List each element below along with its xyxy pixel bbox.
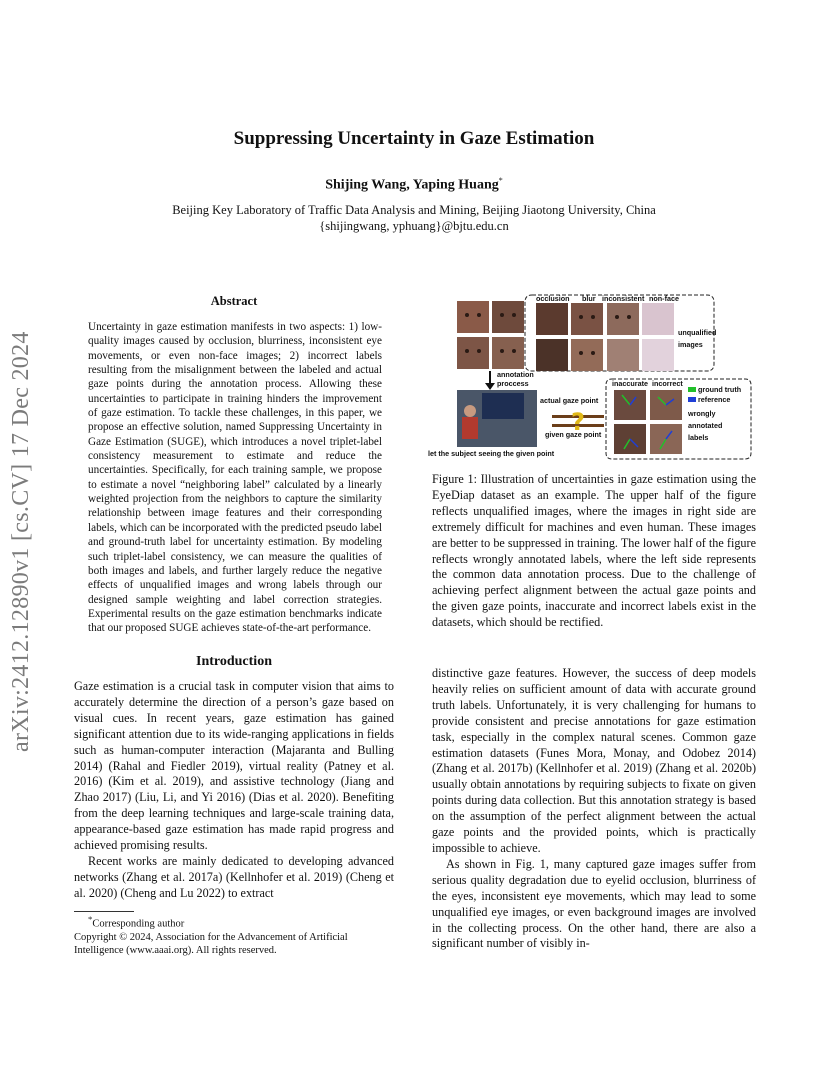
label-let-subject: let the subject seeing the given point bbox=[428, 449, 555, 458]
label-wrongly: wrongly bbox=[688, 409, 716, 418]
face-thumb bbox=[492, 337, 524, 369]
paper-affiliation bbox=[0, 202, 828, 234]
legend-reference-swatch bbox=[688, 397, 696, 402]
label-annotated: annotated bbox=[688, 421, 723, 430]
label-labels: labels bbox=[688, 433, 709, 442]
footnote-mark: * bbox=[88, 914, 93, 924]
label-annotation: annotation bbox=[497, 370, 534, 379]
author-names: Shijing Wang, Yaping Huang bbox=[325, 177, 499, 193]
footnote-rule bbox=[74, 911, 134, 912]
down-arrow-head-icon bbox=[485, 383, 495, 390]
abstract-heading: Abstract bbox=[210, 294, 258, 308]
label-images: images bbox=[678, 340, 703, 349]
face-thumb bbox=[571, 303, 603, 335]
label-reference: reference bbox=[698, 395, 731, 404]
intro-right-paragraph-1: distinctive gaze features. However, the success of deep models heavily relies on sufficient amount of data with accurate ground truth labels. Unfortunately, it is very challenging for humans to provide consistent and precise annotations for gaze estimation task, especially in the complex natural scenes. Common gaze estimation datasets (Funes Mora, Monay, and Odobez 2014) (Zhang et al. 2017b) (Kellnhofer et al. 2019) (Zhang et al. 2020b) usually obtain annotations by requiring subjects to fixate on given points during data collection. But this annotation strategy is based on the assumption of the perfect alignment between the actual gaze points and the provided points, which is practically impossible to achieve. bbox=[432, 666, 756, 855]
label-non-face: non-face bbox=[649, 294, 679, 303]
email-line: {shijingwang, yphuang}@bjtu.edu.cn bbox=[319, 219, 509, 233]
arxiv-sidebar-id: arXiv:2412.12890v1 [cs.CV] 17 Dec 2024 bbox=[8, 331, 34, 752]
label-process: proccess bbox=[497, 379, 529, 388]
abstract-text: Uncertainty in gaze estimation manifests in two aspects: 1) low-quality images caused by occlusion, blurriness, inconsistent eye movements, or even non-face images; 2) incorrect labels resulting from the misalignment between the labeled and actual gaze points during the annotation process. Allowing these uncertainties to participate in training hinders the improvement of gaze estimation. To tackle these challenges, in this paper, we propose an effective solution, named Suppressing Uncertainty in Gaze Estimation (SUGE), which introduces a novel triplet-label consistency measurement to estimate and reduce the uncertainties. Specifically, for each training sample, we propose to estimate a novel “neighboring label” calculated by a linearly weighted projection from the neighbors to capture the similarity relationship between image features and their corresponding labels, which can be incorporated with the predicted pseudo label and ground-truth label for uncertainty estimation. By modeling such triplet-label consistency, we can measure the qualities of both images and labels, and further largely reduce the negative effects of unqualified images and wrong labels through our designed sample weighting and label correction strategies. Experimental results on the gaze estimation benchmarks indicate that our proposed SUGE achieves state-of-the-art performance. bbox=[88, 321, 382, 635]
label-unqualified: unqualified bbox=[678, 328, 717, 337]
intro-paragraph-2: Recent works are mainly dedicated to developing advanced networks (Zhang et al. 2017a) (Kellnhofer et al. 2019) (Cheng et al. 2020) (Cheng and Lu 2022) to extract bbox=[74, 853, 394, 900]
face-thumb bbox=[642, 303, 674, 335]
copyright-note: Copyright © 2024, Association for the Advancement of Artificial Intelligence (www.aaai.org). All rights reserved. bbox=[74, 931, 348, 956]
face-thumb bbox=[457, 301, 489, 333]
label-given-gaze-point: given gaze point bbox=[545, 430, 602, 439]
paper-title: Suppressing Uncertainty in Gaze Estimation bbox=[233, 128, 595, 149]
intro-right-paragraph-2: As shown in Fig. 1, many captured gaze images suffer from serious quality degradation due to eyelid occlusion, blurriness of the eyes, inconsistent eye movements, which may lead to some unqualified eye images, or even background images are involved in the collecting process. On the other hand, there are also a significant number of visibly in- bbox=[432, 856, 756, 951]
introduction-left-column bbox=[74, 679, 394, 902]
author-mark: * bbox=[498, 176, 503, 185]
footnote bbox=[74, 913, 394, 957]
legend-ground-truth-swatch bbox=[688, 387, 696, 392]
subject-body bbox=[462, 417, 478, 439]
label-inaccurate: inaccurate bbox=[612, 379, 648, 388]
face-thumb bbox=[457, 337, 489, 369]
question-mark-icon: ? bbox=[571, 408, 585, 436]
face-thumb bbox=[571, 339, 603, 371]
label-inconsistent: inconsistent bbox=[602, 294, 645, 303]
face-thumb bbox=[607, 303, 639, 335]
face-thumb bbox=[536, 339, 568, 371]
label-blur: blur bbox=[582, 294, 596, 303]
screen-shape bbox=[482, 393, 524, 419]
figure-1 bbox=[428, 289, 752, 461]
face-thumb bbox=[607, 339, 639, 371]
affiliation-line: Beijing Key Laboratory of Traffic Data Analysis and Mining, Beijing Jiaotong University, China bbox=[172, 203, 656, 217]
face-thumbnails bbox=[457, 301, 674, 371]
face-thumb bbox=[536, 303, 568, 335]
introduction-right-column bbox=[432, 666, 756, 952]
face-thumb bbox=[642, 339, 674, 371]
face-thumb bbox=[492, 301, 524, 333]
intro-paragraph-1: Gaze estimation is a crucial task in computer vision that aims to accurately determine the direction of a person’s gaze based on visual cues. In recent years, gaze estimation has gained significant attention due to its wide-ranging applications in fields such as human-computer interaction (Majaranta and Bulling 2014) (Rahal and Fiedler 2019), virtual reality (Patney et al. 2016) (Kim et al. 2019), and assistive technology (Jiang and Zhao 2017) (Liu, Li, and Yi 2016) (Dias et al. 2020). Benefiting from the deep learning techniques and large-scale training data, appearance-based gaze estimation has made rapid progress and achieved promising results. bbox=[74, 679, 394, 853]
figure-1-caption: Figure 1: Illustration of uncertainties in gaze estimation using the EyeDiap dataset as an example. The upper half of the figure reflects unqualified images, where the images in right side are extremely difficult for machines and even human. These images are better to be suppressed in training. The lower half of the figure reflects wrongly annotated labels, where the left side represents the common data annotation process. Due to the challenge of achieving perfect alignment between the actual gaze points and the given gaze points, inaccurate and incorrect labels exist in the datasets, which should be rectified. bbox=[432, 472, 756, 630]
label-incorrect: incorrect bbox=[652, 379, 683, 388]
figure-1-illustration bbox=[428, 289, 752, 461]
introduction-heading: Introduction bbox=[196, 654, 272, 669]
corresponding-author-text: Corresponding author bbox=[92, 918, 185, 930]
label-occlusion: occlusion bbox=[536, 294, 570, 303]
label-actual-gaze-point: actual gaze point bbox=[540, 396, 599, 405]
corresponding-author-note bbox=[74, 913, 394, 931]
subject-head bbox=[464, 405, 476, 417]
label-ground-truth: ground truth bbox=[698, 385, 742, 394]
paper-authors bbox=[0, 176, 828, 194]
